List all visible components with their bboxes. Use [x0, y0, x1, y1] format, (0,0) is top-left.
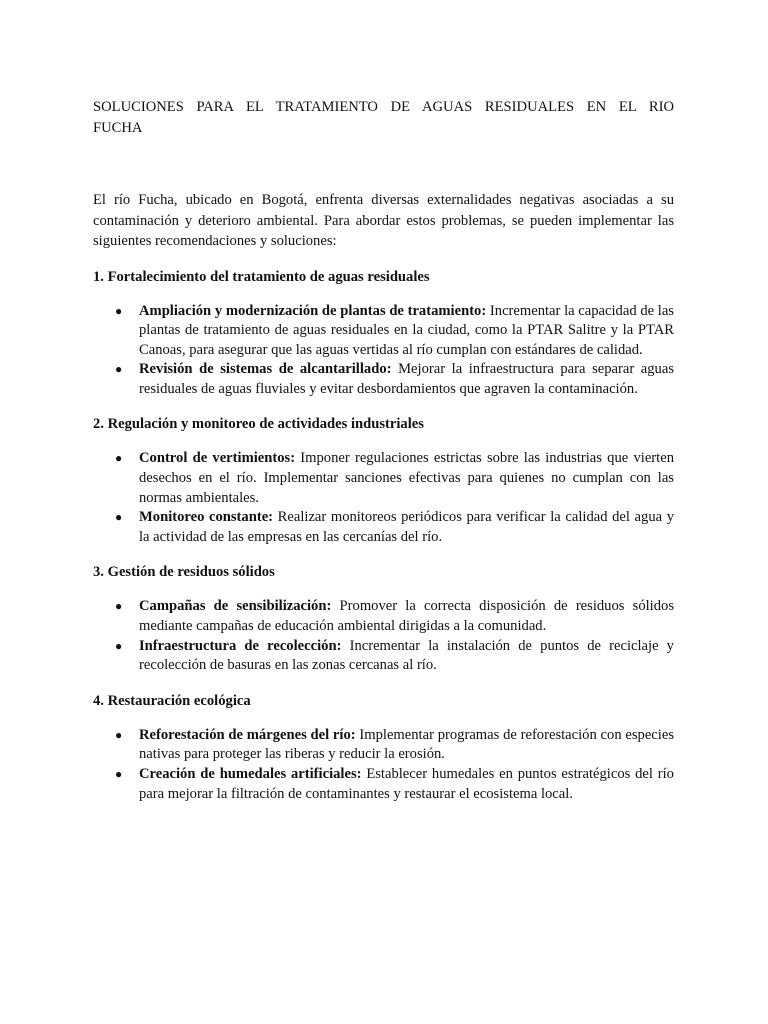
section-list [93, 597, 674, 675]
item-title: Monitoreo constante: [139, 509, 274, 526]
list-item [93, 726, 674, 765]
section-1 [93, 267, 674, 400]
list-item [93, 765, 674, 804]
item-title: Revisión de sistemas de alcantarillado: [139, 361, 392, 378]
list-item [93, 449, 674, 508]
bullet-icon: ● [115, 451, 123, 466]
section-list [93, 449, 674, 547]
section-heading: 4. Restauración ecológica [93, 692, 251, 709]
intro-paragraph: El río Fucha, ubicado en Bogotá, enfrenta diversas externalidades negativas asociadas a su contaminación y deterioro ambiental. Para abordar estos problemas, se pueden implementar las siguientes recomendaciones y soluciones: [93, 192, 674, 249]
section-2 [93, 414, 674, 547]
section-list [93, 726, 674, 804]
item-text: Incrementar la capacidad de las plantas de tratamiento de aguas residuales en la ciudad, como la PTAR Salitre y la PTAR Canoas, para asegurar que las aguas vertidas al río cumplan con estándares de calidad. [139, 302, 674, 358]
bullet-icon: ● [115, 303, 123, 318]
item-text: Implementar programas de reforestación con especies nativas para proteger las riberas y reducir la erosión. [139, 726, 674, 763]
item-title: Campañas de sensibilización: [139, 598, 332, 615]
item-text: Incrementar la instalación de puntos de reciclaje y recolección de basuras en las zonas cercanas al río. [139, 637, 674, 674]
section-heading: 1. Fortalecimiento del tratamiento de aguas residuales [93, 268, 430, 285]
section-list [93, 302, 674, 400]
item-title: Reforestación de márgenes del río: [139, 726, 356, 743]
item-text: Establecer humedales en puntos estratégicos del río para mejorar la filtración de contaminantes y restaurar el ecosistema local. [139, 766, 674, 802]
section-heading: 3. Gestión de residuos sólidos [93, 564, 275, 581]
bullet-icon: ● [115, 510, 123, 525]
bullet-icon: ● [115, 727, 123, 742]
bullet-icon: ● [115, 638, 123, 653]
item-title: Ampliación y modernización de plantas de tratamiento: [139, 302, 487, 319]
document-page [93, 97, 674, 804]
list-item [93, 508, 674, 547]
item-text: Promover la correcta disposición de residuos sólidos mediante campañas de educación ambiental dirigidas a la comunidad. [139, 598, 675, 635]
item-text: Mejorar la infraestructura para separar aguas residuales de aguas fluviales y evitar desbordamientos que agraven la contaminación. [139, 361, 674, 397]
bullet-icon: ● [115, 599, 123, 614]
item-text: Realizar monitoreos periódicos para verificar la calidad del agua y la actividad de las empresas en las cercanías del río. [139, 509, 674, 545]
section-3 [93, 562, 674, 675]
list-item [93, 302, 674, 361]
list-item [93, 597, 674, 636]
item-text: Imponer regulaciones estrictas sobre las industrias que vierten desechos en el río. Implementar sanciones efectivas para quienes no cumplan con las normas ambientales. [139, 450, 674, 506]
item-title: Infraestructura de recolección: [139, 637, 342, 654]
section-4 [93, 691, 674, 804]
section-heading: 2. Regulación y monitoreo de actividades industriales [93, 416, 424, 433]
document-title: SOLUCIONES PARA EL TRATAMIENTO DE AGUAS RESIDUALES EN EL RIO FUCHA [93, 99, 674, 136]
list-item [93, 637, 674, 676]
item-title: Creación de humedales artificiales: [139, 766, 362, 782]
bullet-icon: ● [115, 362, 123, 377]
bullet-icon: ● [115, 767, 123, 781]
list-item [93, 360, 674, 399]
item-title: Control de vertimientos: [139, 450, 296, 467]
